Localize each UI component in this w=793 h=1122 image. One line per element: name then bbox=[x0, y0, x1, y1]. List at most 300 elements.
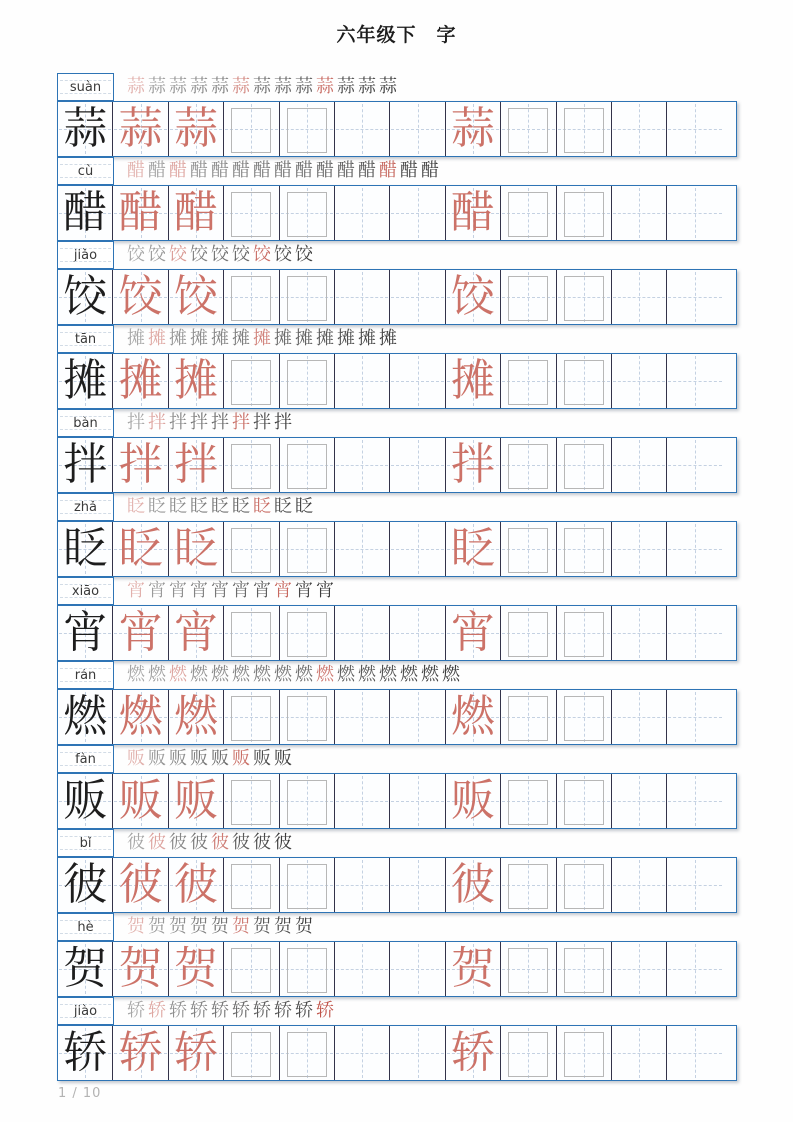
empty-practice-cell bbox=[612, 942, 667, 996]
stroke-step-glyph: 宵 bbox=[295, 580, 313, 601]
practice-cell-with-box bbox=[501, 438, 556, 492]
stroke-step-glyph: 饺 bbox=[169, 244, 187, 265]
practice-cell-with-box bbox=[224, 690, 279, 744]
stroke-step-glyph: 饺 bbox=[211, 244, 229, 265]
stroke-step-glyph: 宵 bbox=[211, 580, 229, 601]
empty-practice-cell bbox=[667, 690, 722, 744]
stroke-step-glyph: 贺 bbox=[169, 916, 187, 937]
practice-cell-with-box bbox=[501, 942, 556, 996]
empty-practice-cell bbox=[612, 270, 667, 324]
practice-cell-with-box bbox=[557, 1026, 612, 1080]
character-row bbox=[57, 409, 737, 493]
practice-cell-with-box bbox=[557, 690, 612, 744]
practice-cell-with-box bbox=[280, 438, 335, 492]
trace-character: 宵 bbox=[173, 607, 218, 658]
stroke-order-strip bbox=[57, 913, 737, 941]
model-character: 贺 bbox=[63, 943, 108, 994]
empty-practice-cell bbox=[390, 606, 445, 660]
character-row bbox=[57, 829, 737, 913]
character-row bbox=[57, 745, 737, 829]
practice-cell-with-box bbox=[280, 522, 335, 576]
trace-character: 彼 bbox=[450, 859, 495, 910]
practice-cell-with-box bbox=[280, 858, 335, 912]
empty-practice-cell bbox=[390, 270, 445, 324]
practice-cell-with-box bbox=[280, 774, 335, 828]
character-row bbox=[57, 493, 737, 577]
practice-cell-with-box bbox=[501, 102, 556, 156]
trace-character: 蒜 bbox=[173, 103, 218, 154]
empty-practice-cell bbox=[390, 102, 445, 156]
write-here-box bbox=[231, 696, 271, 741]
write-here-box bbox=[287, 108, 327, 153]
model-character: 宵 bbox=[63, 607, 108, 658]
stroke-order-strip bbox=[57, 829, 737, 857]
model-character-cell bbox=[58, 606, 113, 660]
trace-character-cell bbox=[113, 102, 168, 156]
practice-cell-with-box bbox=[557, 942, 612, 996]
stroke-step-glyph: 燃 bbox=[190, 664, 208, 685]
write-here-box bbox=[231, 864, 271, 909]
stroke-step-glyph: 蒜 bbox=[379, 76, 397, 97]
pinyin-label: zhǎ bbox=[57, 493, 114, 521]
model-character: 轿 bbox=[63, 1027, 108, 1078]
stroke-step-glyph: 拌 bbox=[148, 412, 166, 433]
write-here-box bbox=[564, 696, 604, 741]
trace-character-cell bbox=[169, 186, 224, 240]
stroke-step-glyph: 拌 bbox=[190, 412, 208, 433]
character-row bbox=[57, 73, 737, 157]
stroke-step-glyph: 蒜 bbox=[232, 76, 250, 97]
stroke-step-glyph: 眨 bbox=[190, 496, 208, 517]
model-character: 醋 bbox=[63, 187, 108, 238]
model-character-cell bbox=[58, 942, 113, 996]
stroke-step-glyph: 眨 bbox=[127, 496, 145, 517]
stroke-order-strip bbox=[57, 73, 737, 101]
practice-cell-with-box bbox=[224, 774, 279, 828]
trace-character: 摊 bbox=[450, 355, 495, 406]
stroke-step-glyph: 饺 bbox=[232, 244, 250, 265]
trace-character-cell bbox=[446, 438, 501, 492]
stroke-step-glyph: 醋 bbox=[274, 160, 292, 181]
stroke-step-glyph: 燃 bbox=[421, 664, 439, 685]
practice-cell-with-box bbox=[224, 522, 279, 576]
stroke-step-glyph: 轿 bbox=[169, 1000, 187, 1021]
write-here-box bbox=[287, 276, 327, 321]
empty-practice-cell bbox=[612, 690, 667, 744]
empty-practice-cell bbox=[390, 438, 445, 492]
practice-cell-with-box bbox=[224, 438, 279, 492]
stroke-step-glyph: 贩 bbox=[148, 748, 166, 769]
trace-character: 饺 bbox=[173, 271, 218, 322]
stroke-step-glyph: 摊 bbox=[295, 328, 313, 349]
stroke-step-glyph: 贩 bbox=[190, 748, 208, 769]
trace-character: 饺 bbox=[450, 271, 495, 322]
stroke-step-glyph: 彼 bbox=[127, 832, 145, 853]
write-here-box bbox=[508, 864, 548, 909]
stroke-step-glyph: 拌 bbox=[274, 412, 292, 433]
empty-practice-cell bbox=[335, 774, 390, 828]
trace-character: 眨 bbox=[118, 523, 163, 574]
stroke-step-glyph: 拌 bbox=[253, 412, 271, 433]
trace-character-cell bbox=[113, 606, 168, 660]
stroke-order-sequence bbox=[127, 493, 316, 521]
write-here-box bbox=[287, 1032, 327, 1077]
practice-grid bbox=[57, 605, 737, 661]
model-character-cell bbox=[58, 522, 113, 576]
stroke-step-glyph: 摊 bbox=[358, 328, 376, 349]
practice-cell-with-box bbox=[280, 354, 335, 408]
practice-cell-with-box bbox=[224, 858, 279, 912]
write-here-box bbox=[508, 612, 548, 657]
stroke-step-glyph: 宵 bbox=[274, 580, 292, 601]
practice-cell-with-box bbox=[501, 774, 556, 828]
stroke-order-sequence bbox=[127, 997, 337, 1025]
empty-practice-cell bbox=[335, 942, 390, 996]
trace-character-cell bbox=[446, 690, 501, 744]
practice-cell-with-box bbox=[557, 774, 612, 828]
stroke-step-glyph: 贩 bbox=[274, 748, 292, 769]
stroke-order-sequence bbox=[127, 157, 442, 185]
empty-practice-cell bbox=[390, 522, 445, 576]
empty-practice-cell bbox=[390, 1026, 445, 1080]
character-row bbox=[57, 997, 737, 1081]
stroke-step-glyph: 蒜 bbox=[295, 76, 313, 97]
practice-cell-with-box bbox=[501, 270, 556, 324]
trace-character: 贺 bbox=[118, 943, 163, 994]
stroke-step-glyph: 燃 bbox=[274, 664, 292, 685]
stroke-step-glyph: 轿 bbox=[211, 1000, 229, 1021]
stroke-step-glyph: 贺 bbox=[127, 916, 145, 937]
model-character: 拌 bbox=[63, 439, 108, 490]
pinyin-label: rán bbox=[57, 661, 114, 689]
trace-character: 贺 bbox=[173, 943, 218, 994]
trace-character: 燃 bbox=[450, 691, 495, 742]
write-here-box bbox=[508, 192, 548, 237]
empty-practice-cell bbox=[390, 354, 445, 408]
write-here-box bbox=[231, 444, 271, 489]
stroke-order-sequence bbox=[127, 577, 337, 605]
write-here-box bbox=[564, 444, 604, 489]
model-character-cell bbox=[58, 774, 113, 828]
trace-character-cell bbox=[446, 942, 501, 996]
stroke-step-glyph: 贩 bbox=[169, 748, 187, 769]
write-here-box bbox=[564, 780, 604, 825]
write-here-box bbox=[231, 948, 271, 993]
write-here-box bbox=[564, 612, 604, 657]
stroke-order-sequence bbox=[127, 913, 316, 941]
model-character-cell bbox=[58, 102, 113, 156]
stroke-step-glyph: 醋 bbox=[232, 160, 250, 181]
practice-grid bbox=[57, 1025, 737, 1081]
write-here-box bbox=[508, 948, 548, 993]
empty-practice-cell bbox=[667, 522, 722, 576]
trace-character: 宵 bbox=[118, 607, 163, 658]
empty-practice-cell bbox=[667, 858, 722, 912]
write-here-box bbox=[287, 780, 327, 825]
stroke-step-glyph: 拌 bbox=[232, 412, 250, 433]
stroke-order-sequence bbox=[127, 661, 463, 689]
stroke-step-glyph: 燃 bbox=[148, 664, 166, 685]
empty-practice-cell bbox=[335, 186, 390, 240]
stroke-step-glyph: 眨 bbox=[169, 496, 187, 517]
model-character: 彼 bbox=[63, 859, 108, 910]
model-character-cell bbox=[58, 270, 113, 324]
stroke-step-glyph: 醋 bbox=[358, 160, 376, 181]
write-here-box bbox=[564, 108, 604, 153]
pinyin-label: xiāo bbox=[57, 577, 114, 605]
stroke-step-glyph: 摊 bbox=[337, 328, 355, 349]
empty-practice-cell bbox=[390, 858, 445, 912]
model-character: 摊 bbox=[63, 355, 108, 406]
practice-cell-with-box bbox=[280, 186, 335, 240]
stroke-step-glyph: 饺 bbox=[127, 244, 145, 265]
empty-practice-cell bbox=[667, 774, 722, 828]
practice-cell-with-box bbox=[557, 354, 612, 408]
stroke-step-glyph: 贺 bbox=[190, 916, 208, 937]
practice-cell-with-box bbox=[224, 102, 279, 156]
trace-character-cell bbox=[446, 774, 501, 828]
stroke-step-glyph: 摊 bbox=[169, 328, 187, 349]
practice-cell-with-box bbox=[557, 102, 612, 156]
stroke-step-glyph: 摊 bbox=[379, 328, 397, 349]
trace-character-cell bbox=[113, 858, 168, 912]
stroke-step-glyph: 蒜 bbox=[190, 76, 208, 97]
practice-cell-with-box bbox=[501, 858, 556, 912]
stroke-step-glyph: 轿 bbox=[295, 1000, 313, 1021]
stroke-order-sequence bbox=[127, 325, 400, 353]
practice-cell-with-box bbox=[224, 270, 279, 324]
pinyin-label: tān bbox=[57, 325, 114, 353]
trace-character: 拌 bbox=[450, 439, 495, 490]
stroke-order-strip bbox=[57, 241, 737, 269]
trace-character-cell bbox=[169, 942, 224, 996]
stroke-step-glyph: 燃 bbox=[232, 664, 250, 685]
pinyin-label: fàn bbox=[57, 745, 114, 773]
practice-cell-with-box bbox=[557, 522, 612, 576]
empty-practice-cell bbox=[667, 438, 722, 492]
trace-character: 贩 bbox=[450, 775, 495, 826]
empty-practice-cell bbox=[612, 102, 667, 156]
practice-cell-with-box bbox=[280, 690, 335, 744]
empty-practice-cell bbox=[335, 606, 390, 660]
empty-practice-cell bbox=[335, 522, 390, 576]
write-here-box bbox=[564, 360, 604, 405]
practice-grid bbox=[57, 857, 737, 913]
empty-practice-cell bbox=[335, 690, 390, 744]
trace-character-cell bbox=[169, 774, 224, 828]
stroke-step-glyph: 饺 bbox=[295, 244, 313, 265]
empty-practice-cell bbox=[390, 690, 445, 744]
stroke-step-glyph: 饺 bbox=[190, 244, 208, 265]
pinyin-label: bǐ bbox=[57, 829, 114, 857]
model-character-cell bbox=[58, 354, 113, 408]
trace-character: 贩 bbox=[173, 775, 218, 826]
empty-practice-cell bbox=[335, 1026, 390, 1080]
stroke-step-glyph: 燃 bbox=[169, 664, 187, 685]
trace-character: 醋 bbox=[173, 187, 218, 238]
write-here-box bbox=[287, 864, 327, 909]
stroke-step-glyph: 醋 bbox=[337, 160, 355, 181]
stroke-step-glyph: 彼 bbox=[148, 832, 166, 853]
write-here-box bbox=[231, 192, 271, 237]
trace-character-cell bbox=[113, 774, 168, 828]
stroke-step-glyph: 饺 bbox=[274, 244, 292, 265]
practice-grid bbox=[57, 521, 737, 577]
trace-character: 宵 bbox=[450, 607, 495, 658]
stroke-step-glyph: 宵 bbox=[190, 580, 208, 601]
write-here-box bbox=[287, 528, 327, 573]
stroke-step-glyph: 轿 bbox=[274, 1000, 292, 1021]
empty-practice-cell bbox=[335, 270, 390, 324]
trace-character: 彼 bbox=[173, 859, 218, 910]
empty-practice-cell bbox=[335, 354, 390, 408]
model-character: 蒜 bbox=[63, 103, 108, 154]
stroke-step-glyph: 醋 bbox=[295, 160, 313, 181]
character-row bbox=[57, 577, 737, 661]
stroke-order-strip bbox=[57, 493, 737, 521]
trace-character: 摊 bbox=[173, 355, 218, 406]
stroke-step-glyph: 贺 bbox=[211, 916, 229, 937]
practice-cell-with-box bbox=[224, 186, 279, 240]
stroke-step-glyph: 眨 bbox=[211, 496, 229, 517]
write-here-box bbox=[287, 192, 327, 237]
stroke-step-glyph: 燃 bbox=[211, 664, 229, 685]
stroke-step-glyph: 蒜 bbox=[253, 76, 271, 97]
trace-character-cell bbox=[113, 186, 168, 240]
stroke-order-strip bbox=[57, 745, 737, 773]
stroke-order-sequence bbox=[127, 829, 295, 857]
stroke-step-glyph: 摊 bbox=[274, 328, 292, 349]
practice-cell-with-box bbox=[557, 186, 612, 240]
write-here-box bbox=[564, 192, 604, 237]
stroke-step-glyph: 贩 bbox=[232, 748, 250, 769]
trace-character-cell bbox=[446, 270, 501, 324]
trace-character: 拌 bbox=[118, 439, 163, 490]
stroke-order-strip bbox=[57, 157, 737, 185]
practice-cell-with-box bbox=[557, 606, 612, 660]
model-character: 眨 bbox=[63, 523, 108, 574]
write-here-box bbox=[287, 360, 327, 405]
model-character-cell bbox=[58, 186, 113, 240]
practice-cell-with-box bbox=[280, 942, 335, 996]
trace-character: 轿 bbox=[450, 1027, 495, 1078]
trace-character: 轿 bbox=[118, 1027, 163, 1078]
empty-practice-cell bbox=[667, 606, 722, 660]
write-here-box bbox=[564, 948, 604, 993]
stroke-step-glyph: 燃 bbox=[295, 664, 313, 685]
page-number: 1 / 10 bbox=[58, 1086, 102, 1101]
trace-character: 眨 bbox=[450, 523, 495, 574]
trace-character: 燃 bbox=[118, 691, 163, 742]
stroke-step-glyph: 摊 bbox=[211, 328, 229, 349]
write-here-box bbox=[508, 528, 548, 573]
empty-practice-cell bbox=[667, 354, 722, 408]
stroke-step-glyph: 醋 bbox=[253, 160, 271, 181]
empty-practice-cell bbox=[612, 438, 667, 492]
model-character-cell bbox=[58, 438, 113, 492]
stroke-step-glyph: 拌 bbox=[211, 412, 229, 433]
stroke-step-glyph: 醋 bbox=[148, 160, 166, 181]
character-row bbox=[57, 913, 737, 997]
stroke-step-glyph: 燃 bbox=[316, 664, 334, 685]
practice-cell-with-box bbox=[557, 438, 612, 492]
trace-character-cell bbox=[446, 102, 501, 156]
trace-character-cell bbox=[169, 858, 224, 912]
write-here-box bbox=[508, 1032, 548, 1077]
stroke-step-glyph: 蒜 bbox=[337, 76, 355, 97]
practice-sheet bbox=[57, 73, 737, 1081]
pinyin-label: jiǎo bbox=[57, 241, 114, 269]
practice-grid bbox=[57, 353, 737, 409]
write-here-box bbox=[564, 1032, 604, 1077]
stroke-step-glyph: 醋 bbox=[127, 160, 145, 181]
stroke-step-glyph: 蒜 bbox=[211, 76, 229, 97]
trace-character: 轿 bbox=[173, 1027, 218, 1078]
empty-practice-cell bbox=[667, 186, 722, 240]
stroke-step-glyph: 拌 bbox=[127, 412, 145, 433]
trace-character-cell bbox=[113, 690, 168, 744]
model-character-cell bbox=[58, 858, 113, 912]
character-row bbox=[57, 157, 737, 241]
trace-character-cell bbox=[446, 186, 501, 240]
stroke-step-glyph: 宵 bbox=[169, 580, 187, 601]
stroke-order-sequence bbox=[127, 73, 400, 101]
trace-character-cell bbox=[169, 102, 224, 156]
empty-practice-cell bbox=[612, 522, 667, 576]
stroke-step-glyph: 燃 bbox=[127, 664, 145, 685]
page-title: 六年级下 字 bbox=[336, 24, 457, 46]
write-here-box bbox=[508, 108, 548, 153]
stroke-order-sequence bbox=[127, 241, 316, 269]
trace-character-cell bbox=[113, 942, 168, 996]
trace-character: 醋 bbox=[450, 187, 495, 238]
stroke-step-glyph: 贺 bbox=[232, 916, 250, 937]
practice-cell-with-box bbox=[280, 606, 335, 660]
model-character: 饺 bbox=[63, 271, 108, 322]
empty-practice-cell bbox=[390, 186, 445, 240]
practice-cell-with-box bbox=[280, 270, 335, 324]
stroke-step-glyph: 醋 bbox=[211, 160, 229, 181]
stroke-step-glyph: 饺 bbox=[148, 244, 166, 265]
stroke-step-glyph: 彼 bbox=[253, 832, 271, 853]
trace-character-cell bbox=[113, 270, 168, 324]
stroke-step-glyph: 贺 bbox=[253, 916, 271, 937]
stroke-step-glyph: 蒜 bbox=[274, 76, 292, 97]
stroke-step-glyph: 醋 bbox=[316, 160, 334, 181]
write-here-box bbox=[564, 528, 604, 573]
write-here-box bbox=[287, 696, 327, 741]
stroke-order-sequence bbox=[127, 409, 295, 437]
pinyin-label: suàn bbox=[57, 73, 114, 101]
trace-character-cell bbox=[446, 606, 501, 660]
stroke-step-glyph: 轿 bbox=[148, 1000, 166, 1021]
practice-grid bbox=[57, 269, 737, 325]
empty-practice-cell bbox=[335, 858, 390, 912]
stroke-step-glyph: 贺 bbox=[148, 916, 166, 937]
write-here-box bbox=[231, 612, 271, 657]
stroke-step-glyph: 醋 bbox=[400, 160, 418, 181]
stroke-order-strip bbox=[57, 325, 737, 353]
stroke-step-glyph: 彼 bbox=[211, 832, 229, 853]
trace-character-cell bbox=[446, 354, 501, 408]
model-character: 燃 bbox=[63, 691, 108, 742]
stroke-step-glyph: 燃 bbox=[358, 664, 376, 685]
practice-cell-with-box bbox=[501, 186, 556, 240]
practice-cell-with-box bbox=[224, 354, 279, 408]
stroke-step-glyph: 眨 bbox=[232, 496, 250, 517]
stroke-step-glyph: 拌 bbox=[169, 412, 187, 433]
write-here-box bbox=[231, 108, 271, 153]
